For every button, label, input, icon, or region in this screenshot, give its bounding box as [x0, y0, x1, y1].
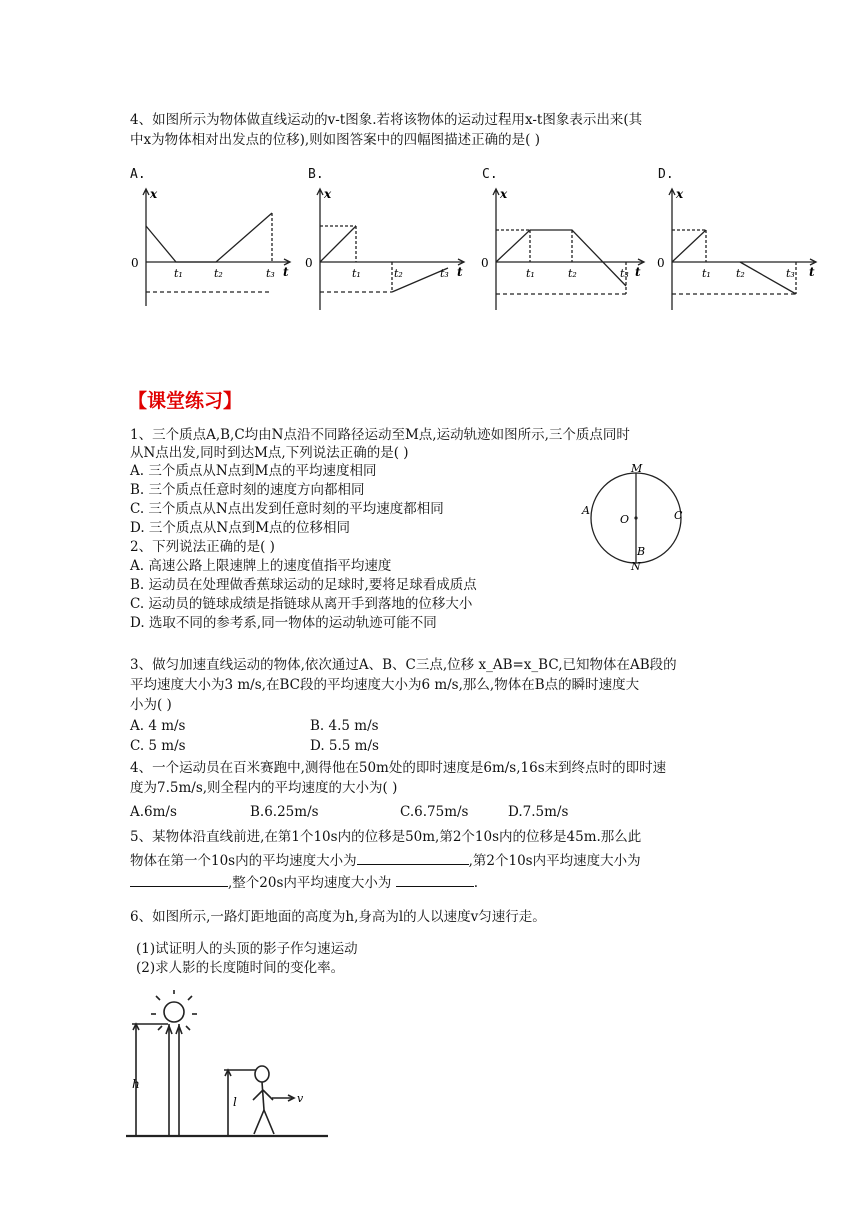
t3-label: t₃ — [266, 267, 275, 280]
lamp-bulb — [164, 1002, 184, 1022]
q2-option-c: C. 运动员的链球成绩是指链球从离开手到落地的位移大小 — [130, 596, 473, 612]
q3-option-c: C. 5 m/s — [130, 738, 186, 754]
axis-x-label: x — [324, 187, 332, 201]
origin-label: 0 — [131, 256, 139, 270]
t1-label: t₁ — [352, 267, 361, 280]
t2-label: t₂ — [214, 267, 223, 280]
t2-label: t₂ — [394, 267, 403, 280]
q5-text-3: ,整个20s内平均速度大小为 — [228, 875, 392, 891]
point-c-label: C — [674, 509, 683, 522]
q4-option-d-label: D. — [658, 167, 674, 182]
q4-option-b-label: B. — [308, 167, 324, 182]
q5-text-2a: 物体在第一个10s内的平均速度大小为 — [130, 853, 357, 869]
q4-stem-line2: 度为7.5m/s,则全程内的平均速度的大小为( ) — [130, 780, 398, 796]
q3-stem-line2: 平均速度大小为3 m/s,在BC段的平均速度大小为6 m/s,那么,物体在B点的瞬时速度大 — [130, 677, 640, 693]
q4-graph-c — [476, 184, 651, 314]
q6-sub1: (1)试证明人的头顶的影子作匀速运动 — [136, 941, 358, 957]
axis-x-label: x — [676, 187, 684, 201]
axis-x-label: x — [500, 187, 508, 201]
origin-label: 0 — [657, 256, 665, 270]
t1-label: t₁ — [702, 267, 711, 280]
q1-option-c: C. 三个质点从N点出发到任意时刻的平均速度都相同 — [130, 501, 444, 517]
q5-blank-2[interactable] — [130, 872, 228, 887]
point-a-label: A — [582, 504, 590, 517]
q5-stem-line1: 5、某物体沿直线前进,在第1个10s内的位移是50m,第2个10s内的位移是45m.那么此 — [130, 829, 642, 845]
q3-option-d: D. 5.5 m/s — [310, 738, 379, 754]
axis-t-label: t — [457, 265, 463, 279]
q2-option-b: B. 运动员在处理做香蕉球运动的足球时,要将足球看成质点 — [130, 577, 477, 593]
t3-label: t₃ — [620, 267, 629, 280]
q6-lamp-figure — [122, 990, 332, 1140]
q4-graph-d — [652, 184, 822, 314]
q2-option-a: A. 高速公路上限速牌上的速度值指平均速度 — [130, 558, 392, 574]
height-l-label: l — [233, 1095, 237, 1109]
q1-option-d: D. 三个质点从N点到M点的位移相同 — [130, 520, 351, 536]
q1-option-a: A. 三个质点从N点到M点的平均速度相同 — [130, 463, 377, 479]
q6-sub2: (2)求人影的长度随时间的变化率。 — [136, 960, 345, 976]
q4-option-a-label: A. — [130, 167, 146, 182]
q2-option-d: D. 选取不同的参考系,同一物体的运动轨迹可能不同 — [130, 615, 437, 631]
q4-stem-line1: 4、一个运动员在百米赛跑中,测得他在50m处的即时速度是6m/s,16s末到终点时的即时速 — [130, 760, 667, 776]
q5-stem-line2 — [130, 850, 641, 870]
section-title: 【课堂练习】 — [128, 390, 243, 412]
q5-stem-line3 — [130, 872, 478, 892]
point-b-label: B — [637, 545, 646, 558]
q4-graph-b — [300, 184, 470, 314]
q4-option-a: A.6m/s — [130, 804, 177, 820]
axis-x-label: x — [150, 187, 158, 201]
q4-top-stem-line1: 4、如图所示为物体做直线运动的v-t图象.若将该物体的运动过程用x-t图象表示出来(其 — [130, 112, 643, 128]
t2-label: t₂ — [568, 267, 577, 280]
q3-option-a: A. 4 m/s — [130, 718, 186, 734]
point-n-label: N — [631, 560, 641, 570]
t3-label: t₃ — [440, 267, 449, 280]
velocity-v-label: v — [297, 1092, 304, 1105]
q3-stem-line3: 小为( ) — [130, 697, 172, 713]
t1-label: t₁ — [526, 267, 535, 280]
origin-label: 0 — [305, 256, 313, 270]
q5-text-2b: ,第2个10s内平均速度大小为 — [468, 853, 641, 869]
q4-option-b: B.6.25m/s — [250, 804, 319, 820]
t2-label: t₂ — [736, 267, 745, 280]
q1-stem-line2: 从N点出发,同时到达M点,下列说法正确的是( ) — [130, 445, 409, 461]
q4-option-c: C.6.75m/s — [400, 804, 469, 820]
axis-t-label: t — [283, 265, 289, 279]
q3-stem-line1: 3、做匀加速直线运动的物体,依次通过A、B、C三点,位移 x_AB=x_BC,已知物体在AB段的 — [130, 657, 677, 673]
height-h-label: h — [132, 1077, 140, 1091]
q4-top-stem-line2: 中x为物体相对出发点的位移),则如图答案中的四幅图描述正确的是( ) — [130, 132, 540, 148]
q1-circle-figure — [578, 464, 690, 570]
q2-stem: 2、下列说法正确的是( ) — [130, 539, 275, 555]
q4-option-c-label: C. — [482, 167, 498, 182]
q5-blank-1[interactable] — [357, 850, 469, 865]
q4-option-d: D.7.5m/s — [508, 804, 569, 820]
q1-option-b: B. 三个质点任意时刻的速度方向都相同 — [130, 482, 365, 498]
q4-graph-a — [126, 184, 296, 309]
origin-label: 0 — [481, 256, 489, 270]
q6-stem: 6、如图所示,一路灯距地面的高度为h,身高为l的人以速度v匀速行走。 — [130, 909, 546, 925]
q5-text-3-end: . — [473, 875, 478, 891]
axis-t-label: t — [809, 265, 815, 279]
q5-blank-3[interactable] — [396, 872, 474, 887]
axis-t-label: t — [635, 265, 641, 279]
point-m-label: M — [631, 464, 643, 475]
point-o-label: O — [620, 513, 630, 526]
t3-label: t₃ — [786, 267, 795, 280]
t1-label: t₁ — [174, 267, 183, 280]
q3-option-b: B. 4.5 m/s — [310, 718, 379, 734]
q1-stem-line1: 1、三个质点A,B,C均由N点沿不同路径运动至M点,运动轨迹如图所示,三个质点同时 — [130, 427, 630, 443]
